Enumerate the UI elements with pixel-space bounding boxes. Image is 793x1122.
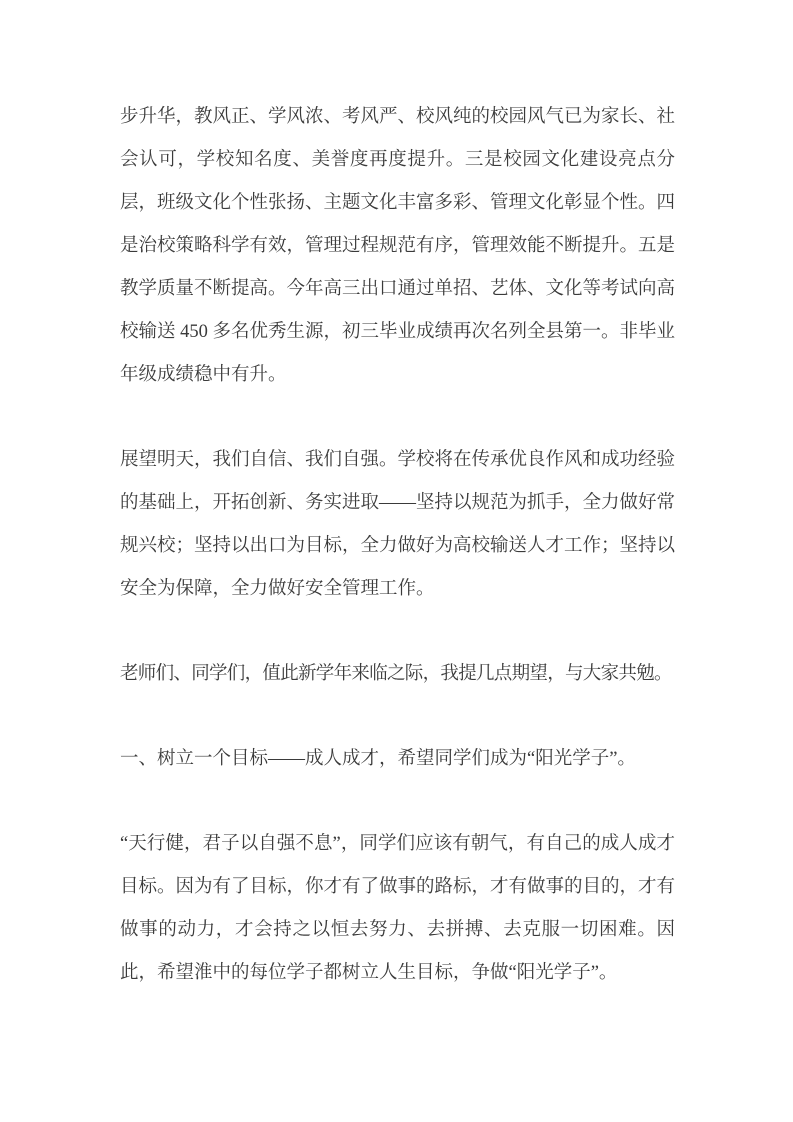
paragraph-school-achievements: 步升华，教风正、学风浓、考风严、校风纯的校园风气已为家长、社会认可，学校知名度、美誉度再度提升。三是校园文化建设亮点分层，班级文化个性张扬、主题文化丰富多彩、管理文化彰显个性。四是治校策略科学有效，管理过程规范有序，管理效能不断提升。五是教学质量不断提高。今年高三出口通过单招、艺体、文化等考试向高校输送 450 多名优秀生源，初三毕业成绩再次名列全县第一。非毕业年级成绩稳中有升。 xyxy=(120,107,676,385)
paragraph-goal-explanation: “天行健，君子以自强不息”，同学们应该有朝气，有自己的成人成才目标。因为有了目标，你才有了做事的路标，才有做事的目的，才有做事的动力，才会持之以恒去努力、去拼搏、去克服一切困难。因此，希望淮中的每位学子都树立人生目标，争做“阳光学子”。 xyxy=(120,834,676,983)
paragraph-heading-goal: 一、树立一个目标——成人成才，希望同学们成为“阳光学子”。 xyxy=(120,749,636,769)
paragraph-future-outlook: 展望明天，我们自信、我们自强。学校将在传承优良作风和成功经验的基础上，开拓创新、务实进取——坚持以规范为抓手，全力做好常规兴校；坚持以出口为目标，全力做好为高校输送人才工作；坚持以安全为保障，全力做好安全管理工作。 xyxy=(120,450,676,599)
paragraph-address-to-teachers-students: 老师们、同学们，值此新学年来临之际，我提几点期望，与大家共勉。 xyxy=(120,664,672,684)
